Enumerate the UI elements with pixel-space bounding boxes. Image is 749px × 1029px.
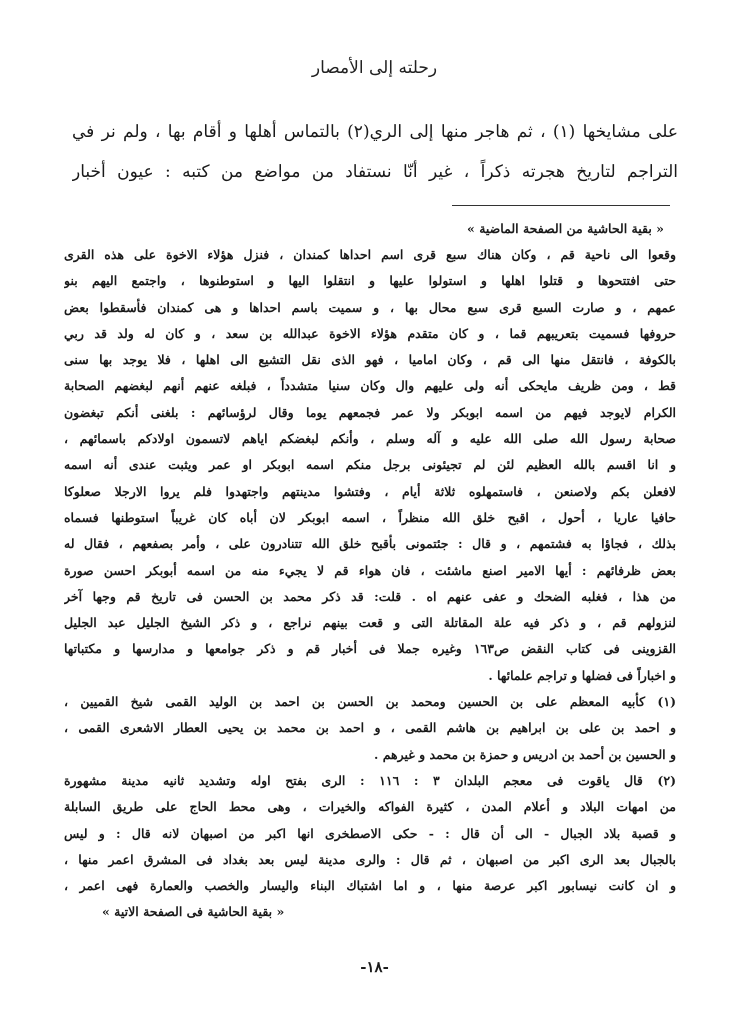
main-body-text [72, 112, 678, 192]
running-header: رحلته إلى الأمصار [311, 58, 438, 78]
page-number: -١٨- [360, 958, 389, 976]
footnote-line: و انا اقسم بالله العظيم لئن لم تجيئونى برجل منكم اسمه ابوبكر او عمر ويثبت عندى أنه اسمه [64, 457, 676, 473]
footnote-continued-to: « بقية الحاشية فى الصفحة الاتية » [102, 904, 285, 920]
footnote-line: بذلك ، فجاؤا به فشتمهم ، و قال : جئتمونى بأقبح خلق الله تتنادرون على ، وأمر بصفعهم ، فقال له [64, 536, 676, 552]
footnote-line: بالكوفة ، فانتقل منها الى قم ، وكان اماميا ، فهو الذى نقل التشيع الى اهلها ، فلا يوجد بها سنى [64, 352, 676, 368]
footnote-line: صحابة رسول الله صلى الله عليه و آله وسلم ، وأنكم لبغضكم اياهم لاتسمون اولادكم باسمائهم ، [64, 431, 676, 447]
footnote-1-line: و احمد بن على بن ابراهيم بن هاشم القمى ، و احمد بن محمد بن يحيى العطار الاشعرى القمى ، [64, 720, 676, 736]
footnote-line: حافيا عاريا ، أحول ، اقبح خلق الله منظراً ، اسمه ابوبكر لان أباه كان غريباً استوطنها فسماه [64, 509, 676, 525]
footnote-line: حروفها فسميت بتعريبهم قما ، و كان متقدم هؤلاء الاخوة عبدالله بن سعد ، و كان له ولد قد ربي [64, 325, 676, 341]
footnote-2-line: و ان كانت نيسابور اكبر عرصة منها ، و اما اشتباك البناء واليسار والخصب والعمارة فهى اعمر ، [64, 878, 676, 894]
footnote-line: عمهم ، و صارت السبع قرى سبع محال بها ، و سميت باسم احداها و هى كمندان فأسقطوا بعض [64, 299, 676, 315]
footnote-continued-from: « بقية الحاشية من الصفحة الماضية » [467, 221, 664, 236]
footnote-line: بعض ظرفائهم : أيها الامير اصنع ماشئت ، فان هواء قم لا يجيء منه من اسمه أبوبكر احسن صورة [64, 562, 676, 578]
footnote-line: وقعوا الى ناحية قم ، وكان هناك سبع قرى اسم احداها كمندان ، فنزل هؤلاء الاخوة على هذه القرى [64, 247, 676, 262]
footnote-line: لنزولهم قم ، و ذكر فيه علة المقاتلة التى و قعت بينهم نراجع ، و ذكر الشيخ الجليل عبد الجليل [64, 615, 676, 631]
footnote-line: و اخباراً فى فضلها و تراجم علمائها . [488, 667, 676, 683]
footnote-2-line: من امهات البلاد و أعلام المدن ، كثيرة الفواكه والخيرات ، وهى محط الحاج على طريق السابلة [64, 799, 676, 815]
footnote-2-line: و قصبة بلاد الجبال - الى أن قال : - حكى الاصطخرى انها اكبر من اصبهان لانه قال : و ليس [64, 825, 676, 841]
footnote-line: لافعلن بكم ولاصنعن ، فاستمهلوه ثلاثة أيام ، وفتشوا مدينتهم واجتهدوا فلم يروا الارجلا صعلوكا [64, 483, 676, 499]
footnote-1-line: و الحسين بن أحمد بن ادريس و حمزة بن محمد و غيرهم . [373, 746, 676, 762]
main-text-line: التراجم لتاريخ هجرته ذكراً ، غير أنّا نستفاد من مواضع من كتبه : عيون أخبار [72, 162, 678, 182]
footnotes-section [64, 216, 676, 925]
footnote-line: قط ، ومن ظريف مايحكى أنه ولى عليهم وال وكان سنيا متشدداً ، فبلغه عنهم أنهم لبغضهم الصحابة [64, 378, 676, 394]
main-text-line: على مشايخها (١) ، ثم هاجر منها إلى الري(٢) بالتماس أهلها و أقام بها ، ولم نر في [72, 122, 678, 142]
footnote-line: حتى افتتحوها و قتلوا اهلها و استولوا عليها و انتقلوا اليها و استوطنوها ، واجتمع اليهم بنو [64, 273, 676, 289]
footnote-line: الكرام لايوجد فيهم من اسمه ابوبكر ولا عمر فجمعهم يوما وقال لرؤسائهم : بلغنى أنكم تبغضون [64, 404, 676, 420]
footnote-2-line: (٢) قال ياقوت فى معجم البلدان ٣ : ١١٦ : الرى بفتح اوله وتشديد ثانيه مدينة مشهورة [64, 772, 676, 788]
footnote-2-line: بالجبال بعد الرى اكبر من اصبهان ، ثم قال : والرى مدينة ليس بعد بغداد فى المشرق اعمر منها ، [64, 851, 676, 867]
footnote-separator [452, 205, 670, 206]
footnote-1-line: (١) كأبيه المعظم على بن الحسين ومحمد بن الحسن بن احمد بن الوليد القمى شيخ القميين ، [64, 694, 676, 710]
footnote-line: من هذا ، فغلبه الضحك و عفى عنهم اه . قلت: قد ذكر محمد بن الحسن فى تاريخ قم وجها آخر [64, 588, 676, 604]
footnote-line: القزوينى فى كتاب النقض ص١٦٣ وغيره جملا فى أخبار قم و ذكر جوامعها و مدارسها و مكتباتها [64, 641, 676, 657]
